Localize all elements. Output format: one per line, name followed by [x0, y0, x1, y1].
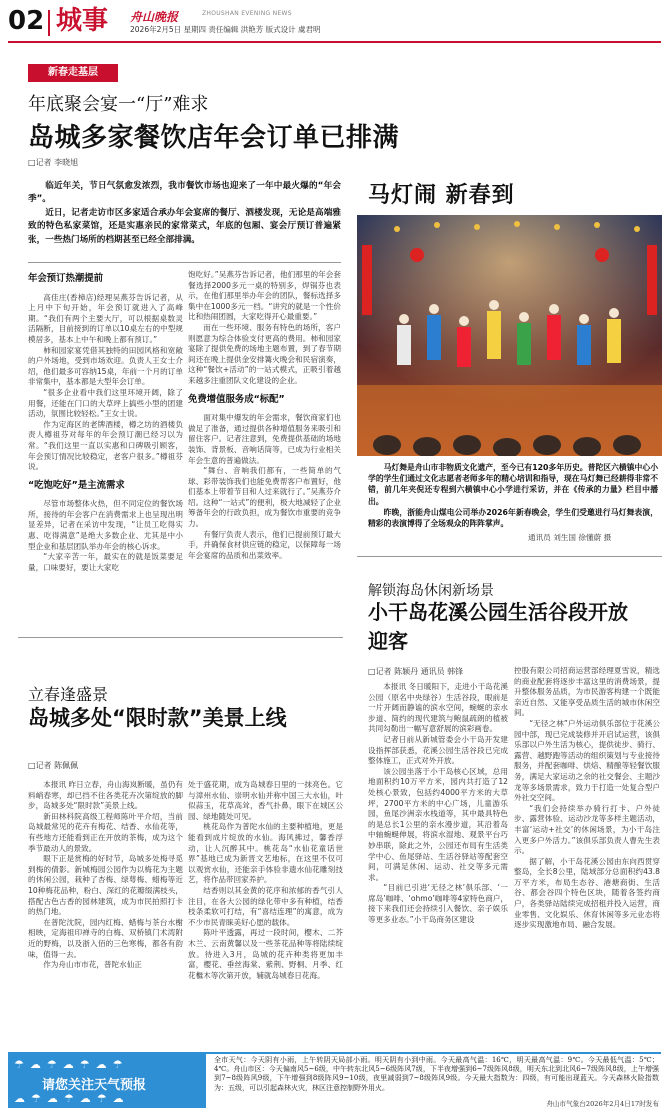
weather-source: 舟山市气象台2026年2月4日17时发布 [546, 1100, 659, 1108]
header-divider [48, 10, 50, 36]
paragraph: 眼下正是赏梅的好时节，岛城多处梅寻觅到梅的倩影。新城梅园公园作为以梅花为主题的休闲公园，栽种了杏梅、绿萼梅、蜡梅等近10种梅花品种，粉白、深红的花瓣缀满枝头，搭配古色古香的园林建筑，成为市民拍照打卡的热门地。 [28, 854, 183, 917]
weather-banner-text: 请您关注天气预报 [42, 1078, 147, 1093]
paragraph: 陈叶平透露，再过一段时间，樱木、二芥木兰、云南黄馨以及一些茶花品种等将陆续绽放。待进入3月，岛城的花卉种类将更加丰富，樱花、垂丝海棠、紫荆、野桐、月季、红花檵木等次第开放，辅就岛城春日花海。 [188, 928, 343, 980]
article3-headline [368, 598, 638, 656]
rain-cloud-icon: ☂ [79, 1058, 96, 1071]
paragraph: 桃花岛作为普陀水仙的主要种植地，更是能看到成片绽放的水仙。海风拂过，馨香浮动，让人沉醉其中。桃花岛“水仙花童话世界”基地已成为新晋文艺地标，在这里不仅可以观赏水仙，还能亲手体验非遗水仙花雕刻技艺，将作品带回家养护。 [188, 822, 343, 885]
divider-article2 [18, 637, 343, 638]
article3-byline: □记者 陈颖丹 通讯员 韩锋 [368, 667, 464, 676]
paragraph: 控股有限公司招商运营部经理夏雪说，精选的商业配套将逐步丰富这里的消费场景，提升整体服务品质，为市民游客构建一个既能亲近自然、又能享受品质生活的城市休闲空间。 [514, 666, 660, 718]
lead-paragraph: 近日，记者走访市区多家适合承办年会宴席的餐厅、酒楼发现，无论是高端雅致的特色私家菜馆，还是实惠亲民的家常菜式，年底的包厢、宴会厅预订普遍紧张，一些热门场所的档期甚至已经全部排满。 [28, 207, 341, 245]
article2-byline: □记者 陈佩佩 [28, 761, 79, 770]
photo-credit: 通讯员 刘生国 徐懂蔚 摄 [528, 533, 612, 542]
rain-cloud-icon: ☁ [95, 1058, 113, 1071]
article2-column-2 [188, 780, 343, 1050]
paragraph: 面对集中爆发的年会需求，餐饮商家们也做足了准备，通过提供各种增值服务来吸引和留住客户。记者注意到，免费提供基础的场地装饰、背景板、音响话筒等，已成为行业相关年会生意的普遍做法。 [188, 413, 341, 465]
paragraph: 而在一些环境、服务有特色的场所，客户则愿意为综合体验支付更高的费用。柿和园家宴除了提供免费的场地主题布置，到了春节期间还在晚上提供金安排篝火晚会和民宿演奏，这种“餐饮+活动”的一站式模式，正吸引着越来越多注重团队文化建设的企业。 [188, 322, 341, 385]
paragraph: “我们会持续举办骑行打卡、户外徒步、露营体验、运动沙龙等多样主题活动，丰富‘运动+社交’的休闲场景，为小干岛注入更多户外活力。”该俱乐部负责人曹先生表示。 [514, 803, 660, 856]
dateline: 2026年2月5日 星期四 责任编辑 洪艳芳 版式设计 虞君明 [130, 25, 321, 34]
paragraph: 本报讯 昨日立春，舟山海岚断暖，虽仍有料峭春寒，却已挡不住各类花卉次第绽放的脚步，岛城多处“限时款”美景上线。 [28, 780, 183, 811]
weather-icons-row [14, 1058, 200, 1072]
rain-cloud-icon: ☁ [62, 1058, 80, 1071]
rain-cloud-icon: ☂ [96, 1092, 113, 1105]
subheading: 免费增值服务成“标配” [188, 393, 285, 405]
rain-cloud-icon: ☁ [79, 1092, 97, 1105]
article1-column-1 [28, 270, 183, 630]
paragraph: “舞台、音响我们都有，一些简单的气球、彩带装饰我们也能免费帮客户布置好，他们基本上带着节目和人过来就行了。”吴燕芬介绍。这种“一站式”的便利，极大地减轻了企业筹备年会的行政负担，成为餐饮市重要的竞争力。 [188, 466, 341, 529]
section-tag: 新春走基层 [28, 64, 118, 82]
article3-kicker: 解锁海岛休闲新场景 [368, 583, 494, 599]
rain-cloud-icon: ☁ [46, 1092, 64, 1105]
paragraph: 在普陀沈院，园内红梅、蜡梅与茶台水榭相映，定海祖印禅寺的白梅、双桥镇门术湾附近的野梅，以及浙入佰的三色寒梅，都各有韵味，值得一去。 [28, 917, 183, 959]
lead-divider [28, 262, 341, 263]
stage-photo-illustration [357, 215, 662, 456]
paragraph: “大家辛苦一年，最实在的就是饭菜要足量，口味要好，要让大家吃 [28, 552, 183, 572]
page-number: 02 [8, 6, 45, 36]
article1-headline: 岛城多家餐饮店年会订单已排满 [28, 123, 400, 153]
paragraph: 有餐厅负责人表示，他们已提前预订最大手，并确保食材供应链的稳定，以保障每一场年会宴席的品质和出菜效率。 [188, 529, 341, 560]
paper-logo: 舟山晚报 [130, 10, 179, 24]
rain-cloud-icon: ☂ [63, 1092, 80, 1105]
paragraph: 饱吃好。”吴燕芬告诉记者，他们那里的年会套餐选择2000多元一桌的特别多，焊锅芬也表示，在他们那里举办年会的团队，餐标选择多集中在1000多元一档。“讲究的就是一个性价比和热闹团圆，大家吃得开心最重要。” [188, 270, 341, 322]
rain-cloud-icon: ☂ [14, 1058, 30, 1071]
paragraph: 该公园坐落于小干岛核心区域，总用地面积约10万平方米，园内共打造了12处核心景致，包括约4000平方米的大草坪，2700平方米的中心广场，儿童游乐园，鱼尾沙洲亲水栈道等，其中最具特色的是总长1公里的亲水漫步道，其沿着岛中轴蜿蜒伸展，将滨水湿地、观景平台巧妙串联，除此之外，公园还布局有生活类学中心、鱼尾驿站、生活谷驿站等配套空间，可满足休闲、运动、社交等多元需求。 [368, 766, 508, 882]
subheading: 年会预订热潮提前 [28, 273, 104, 284]
article2-kicker: 立春逢盛景 [28, 685, 109, 704]
paragraph: 记者日前从新城管委会小干岛开发建设指挥部获悉，花溪公园生活谷段已完成整体施工，正式对外开放。 [368, 734, 508, 766]
paragraph: 作为定海区的老牌酒楼，樽之坊的酒楼负责人樽祖芬对每年的年会预订潮已经习以为常。“我们这里一直以实惠和口碑吸引顾客，年会预订情况比较稳定，老客户很多。”樽祖芬说。 [28, 419, 183, 472]
article2-column-1 [28, 780, 183, 1050]
paragraph: “目前已引进‘无径之林’俱乐部、‘一席岛’咖啡、‘ohmo’咖啡等4家特色商户，接下来我们还会持续引入餐饮、亲子娱乐等更多业态。”小干岛商务区建设 [368, 883, 508, 925]
subheading: “吃饱吃好”是主流需求 [28, 479, 125, 491]
article1-column-2 [188, 270, 341, 630]
paragraph: 结香则以其金黄的花序和浓郁的香气引人注目，在各大公园的绿化带中多有种植，结香枝条柔软可打结，有“喜结连理”的寓意，成为不少市民青睐美好心愿的载体。 [188, 885, 343, 927]
rain-cloud-icon: ☂ [46, 1058, 63, 1071]
photo-title: 马灯闹 新春到 [368, 183, 515, 208]
weather-forecast-text: 全市天气：今天阴有小雨，上午转阴天局部小雨。明天阴有小到中雨。今天最高气温：16℃，明天最高气温：9℃。今天最低气温：5℃；4℃。舟山市区：今天偏南风5~6级，中午转东北风5~6级阵风7级，下半夜增强到6~7级阵风8级，明天东北到北风6~7级阵风8级，上午增强到7~8级阵风9级，下午增强到8级阵风9~10级，夜里减弱到7~8级阵风9级。今天最大指数为：四级，有可能出现蓝天。今天森林火险指数为：五级，可以引起森林火灾，林区注意控制野外用火。 [214, 1056, 659, 1092]
caption-paragraph: 昨晚，浙能舟山煤电公司举办2026年新春晚会，学生们受邀进行马灯舞表演，精彩的表演博得了全场观众的阵阵掌声。 [368, 507, 658, 529]
paragraph: 尽管市场整体火热，但不同定位的餐饮场所，接待的年会客户在消费需求上也呈现出明显差异，记者在采访中发现，“让员工吃得实惠、吃得满意”是绝大多数企业、尤其是中小型企业和基层团队举办年会的核心诉求。 [28, 499, 183, 551]
rain-cloud-icon: ☂ [112, 1058, 129, 1071]
header-rule [8, 41, 661, 43]
horse-lantern-dance-photo [357, 215, 662, 456]
section-title: 城事 [56, 6, 109, 36]
paragraph: 据了解，小干岛花溪公园由东向西贯穿整岛，全长8公里，陆域部分总面积约43.8万平方米，布局生态谷、港塘商街、生活谷、都会谷四个特色区块，随着各签约商户，各类驿站陆续完成招租并投入运营，商业零售、文化娱乐、休育休闲等多元业态将逐步实现激地布局、融合发展。 [514, 856, 660, 930]
article1-byline: □记者 李晓旭 [28, 158, 79, 167]
paragraph: 作为舟山市市花，普陀水仙正 [43, 960, 142, 970]
photo-caption [368, 462, 658, 529]
article3-column-1 [368, 682, 508, 1050]
rain-cloud-icon: ☁ [14, 1092, 31, 1105]
article1-lead [28, 180, 341, 247]
caption-paragraph: 马灯舞是舟山市非物质文化遗产，至今已有120多年历史。普陀区六横镇中心小学的学生们通过文化志愿者老师多年的精心培训和指导，现在马灯舞已经耕得非常不错，前几年夹倪还专程到六横镇中心小学进行采访，并在《传承的力量》栏目中播出。 [368, 463, 658, 506]
rain-cloud-icon: ☂ [31, 1092, 47, 1105]
paper-english-name: ZHOUSHAN EVENING NEWS [202, 10, 292, 17]
article3-column-2 [514, 666, 660, 1050]
rain-cloud-icon: ☁ [29, 1058, 47, 1071]
masthead [8, 6, 661, 40]
paragraph: 处于盛花期，成为岛城春日里的一抹亮色。它与漳州水仙、崇明水仙并称中国三大水仙，叶似蒜玉，花草高耸，香气扑鼻，眼下在城区公园、绿地随处可见。 [188, 780, 343, 821]
rain-cloud-icon: ☁ [112, 1092, 130, 1105]
divider-article3 [357, 556, 662, 557]
weather-icons-row [14, 1092, 200, 1106]
paragraph: 本报讯 冬日暖阳下，走进小干岛花溪公园（原名中央绿谷）生活谷段，眼前是一片开阔而静谧的滨水空间，蜿蜒的亲水步道、简约的现代建筑与鲍鼠疏朗的植被共同勾勒出一幅写意舒展的滨彩画卷。 [368, 682, 508, 734]
article1-kicker: 年底聚会宴一“厅”难求 [28, 94, 209, 115]
paragraph: “无径之林”户外运动俱乐部位于花溪公园中部，现已完成装修并开启试运营，该俱乐部以户外生活为核心，提供徒步、骑行、露营、越野跑等活动的组织策划与专业接待服务，并配套咖啡、烘焙、精酿等轻餐饮服务，满足大家运动之余的社交餐会、主题沙龙等多场景需求，致力于打造一处复合型户外社交空间。 [514, 718, 660, 803]
weather-bar [8, 1052, 661, 1108]
article2-headline: 岛城多处“限时款”美景上线 [28, 706, 287, 730]
paragraph: 高佳庄(香樟店)经理吴燕芬告诉记者，从上月中下旬开始，年会预订就进入了高峰期。“我们有两个主要大厅，可以根据桌数灵活隔断，目前接到的订单以10桌左右的中型规模居多，基本上中午和晚上都有预订。” [28, 292, 183, 344]
lead-paragraph: 临近年关，节日气氛愈发浓烈，我市餐饮市场也迎来了一年中最火爆的“年会季”。 [28, 181, 341, 205]
article3-headline-text: 小干岛花溪公园生活谷段开放迎客 [368, 600, 628, 653]
weather-banner [8, 1054, 206, 1108]
paragraph: “很多企业看中我们这里环境开阔，除了用餐，还能在门口的大草坪上搞些小型的团建活动，氛围比较轻松。”王女士说。 [28, 387, 183, 419]
paragraph: 新田林科院高级工程师陈叶平介绍，当前岛城最常见的花卉有梅花、结香、水仙花等，有些地方还能看到正在开放的茶梅，成为这个季节最动人的景致。 [28, 811, 183, 853]
paragraph: 柿和园家宴凭借其独特的田园风格和宽敞的户外场地，受到市场欢迎。负责人王女士介绍，他们最多可容纳15桌，年前一个月的订单非常集中，基本都是大型年会订单。 [28, 345, 183, 387]
